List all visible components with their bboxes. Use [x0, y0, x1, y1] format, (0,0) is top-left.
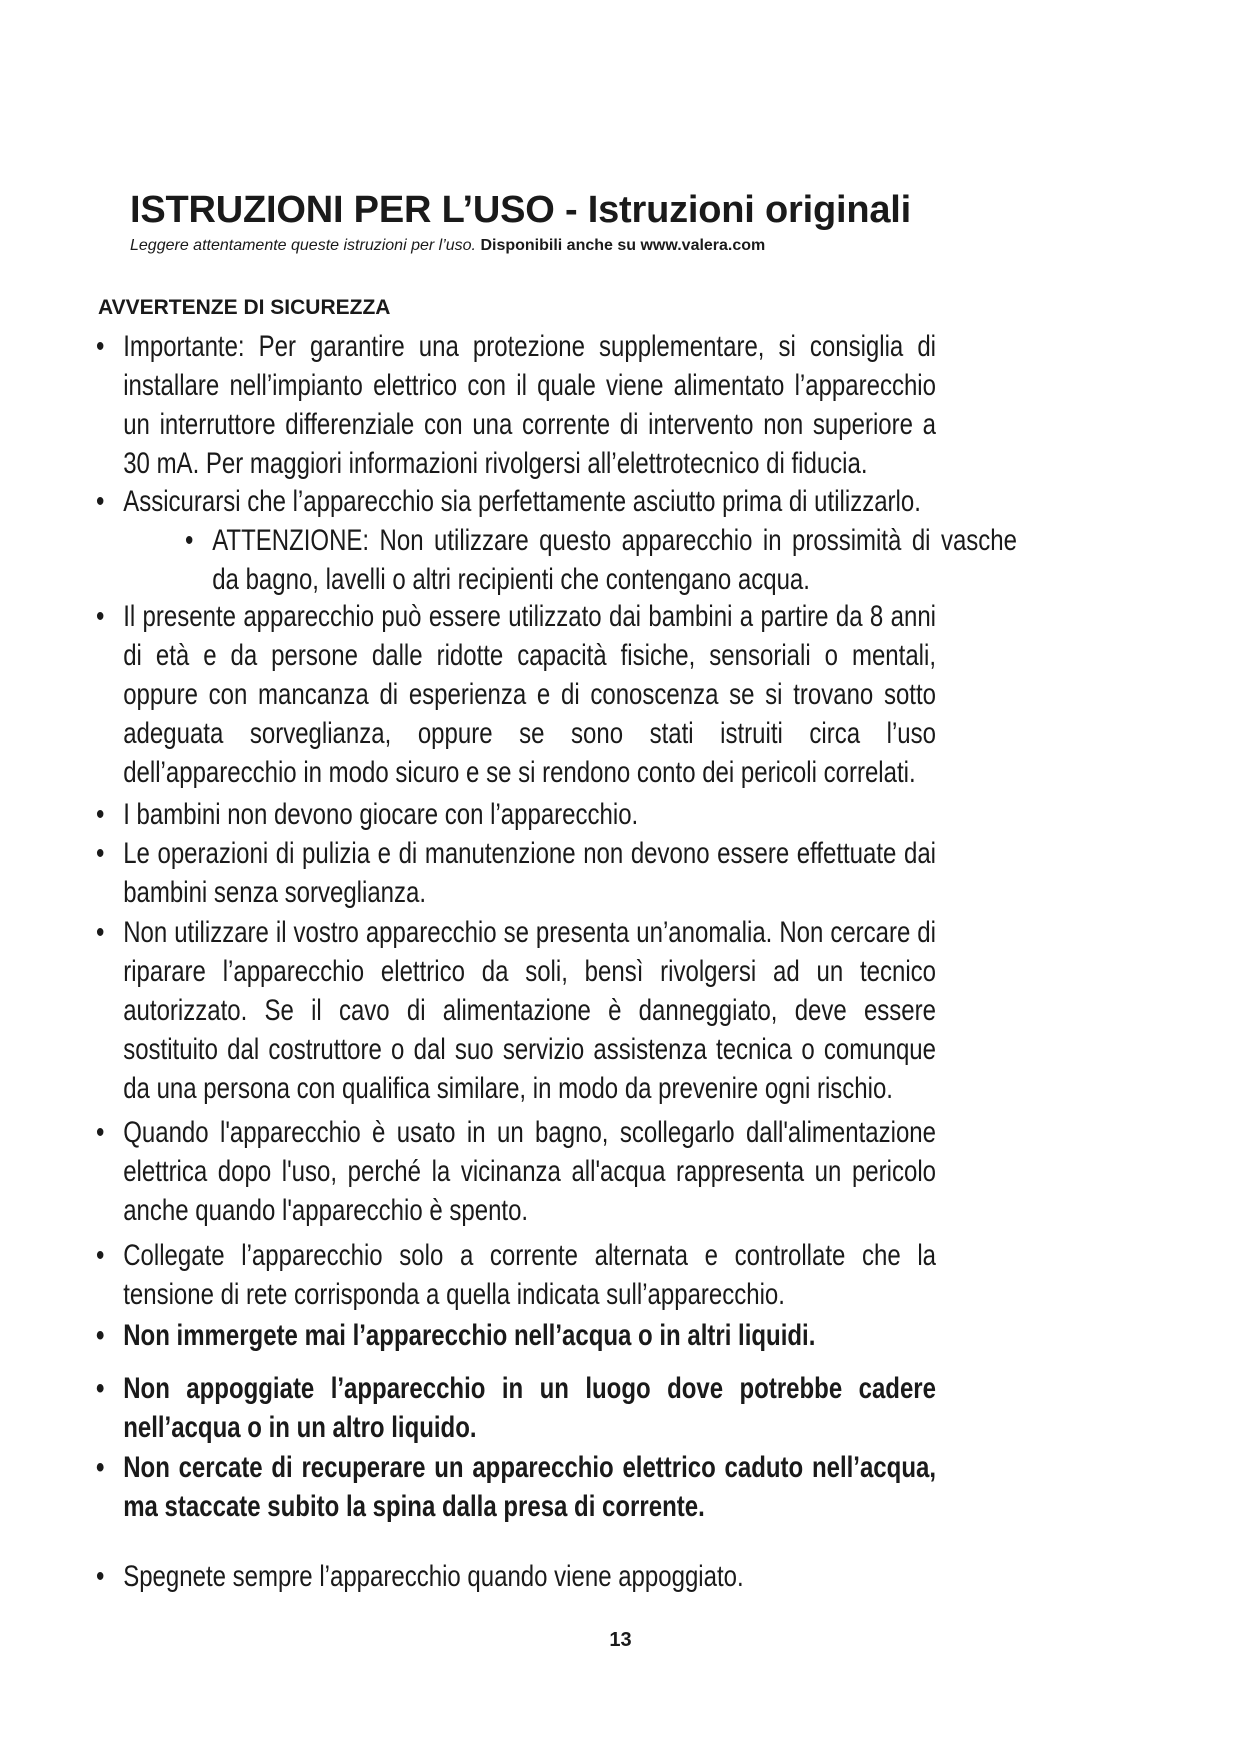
- warning-text: Non immergete mai l’apparecchio nell’acqua o in altri liquidi.: [123, 1319, 816, 1352]
- bullet-glyph: •: [96, 1372, 105, 1405]
- warning-item: [96, 913, 936, 1108]
- bullet-glyph: •: [96, 1560, 105, 1593]
- warning-item: [96, 1557, 936, 1596]
- subtitle-availability: Disponibili anche su www.valera.com: [480, 237, 766, 254]
- bullet-glyph: •: [96, 1319, 105, 1352]
- section-title: AVVERTENZE DI SICUREZZA: [98, 296, 391, 319]
- bullet-glyph: •: [96, 600, 105, 633]
- page-title: ISTRUZIONI PER L’USO - Istruzioni originali: [130, 189, 911, 231]
- warning-item: [185, 521, 1017, 599]
- warning-text: Il presente apparecchio può essere utilizzato dai bambini a partire da 8 anni di età e da persone dalle ridotte capacità fisiche, sensoriali o mentali, oppure con mancanza di esperienza e di conoscenza se si trovano sotto adeguata sorveglianza, oppure se sono stati istruiti circa l’uso dell’apparecchio in modo sicuro e se si rendono conto dei pericoli correlati.: [123, 600, 936, 789]
- warning-text: Collegate l’apparecchio solo a corrente alternata e controllate che la tensione di rete corrisponda a quella indicata sull’apparecchio.: [123, 1239, 936, 1311]
- warning-item-bold: [96, 1448, 936, 1526]
- warning-text: ATTENZIONE: Non utilizzare questo apparecchio in prossimità di vasche da bagno, lavelli o altri recipienti che contengano acqua.: [212, 524, 1017, 596]
- bullet-glyph: •: [185, 524, 194, 557]
- bullet-glyph: •: [96, 798, 105, 831]
- bullet-glyph: •: [96, 330, 105, 363]
- warning-text: Spegnete sempre l’apparecchio quando viene appoggiato.: [123, 1560, 744, 1593]
- warning-item: [96, 795, 936, 834]
- warning-text: Non appoggiate l’apparecchio in un luogo dove potrebbe cadere nell’acqua o in un altro liquido.: [123, 1372, 936, 1444]
- warning-item: [96, 1236, 936, 1314]
- warning-item: [96, 327, 936, 483]
- warning-text: Non cercate di recuperare un apparecchio elettrico caduto nell’acqua, ma staccate subito la spina dalla presa di corrente.: [123, 1451, 936, 1523]
- warning-text: Quando l'apparecchio è usato in un bagno, scollegarlo dall'alimentazione elettrica dopo l'uso, perché la vicinanza all'acqua rappresenta un pericolo anche quando l'apparecchio è spento.: [123, 1116, 936, 1227]
- page-subtitle: [130, 236, 765, 256]
- bullet-glyph: •: [96, 1451, 105, 1484]
- warning-item: [96, 1113, 936, 1230]
- bullet-glyph: •: [96, 916, 105, 949]
- warning-text: Non utilizzare il vostro apparecchio se presenta un’anomalia. Non cercare di riparare l’apparecchio elettrico da soli, bensì rivolgersi ad un tecnico autorizzato. Se il cavo di alimentazione è danneggiato, deve essere sostituito dal costruttore o dal suo servizio assistenza tecnica o comunque da una persona con qualifica similare, in modo da prevenire ogni rischio.: [123, 916, 936, 1105]
- subtitle-instruction: Leggere attentamente queste istruzioni per l’uso.: [130, 237, 476, 254]
- warning-item-bold: [96, 1316, 936, 1355]
- page-number: 13: [609, 1629, 632, 1651]
- warning-text: Le operazioni di pulizia e di manutenzione non devono essere effettuate dai bambini senza sorveglianza.: [123, 837, 936, 909]
- warning-item: [96, 597, 936, 792]
- warning-text: I bambini non devono giocare con l’apparecchio.: [123, 798, 639, 831]
- bullet-glyph: •: [96, 485, 105, 518]
- bullet-glyph: •: [96, 1239, 105, 1272]
- warning-item: [96, 482, 936, 521]
- warning-text: Importante: Per garantire una protezione supplementare, si consiglia di installare nell’impianto elettrico con il quale viene alimentato l’apparecchio un interruttore differenziale con una corrente di intervento non superiore a 30 mA. Per maggiori informazioni rivolgersi all’elettrotecnico di fiducia.: [123, 330, 936, 480]
- warning-item-bold: [96, 1369, 936, 1447]
- warning-item: [96, 834, 936, 912]
- bullet-glyph: •: [96, 837, 105, 870]
- bullet-glyph: •: [96, 1116, 105, 1149]
- warning-text: Assicurarsi che l’apparecchio sia perfettamente asciutto prima di utilizzarlo.: [123, 485, 921, 518]
